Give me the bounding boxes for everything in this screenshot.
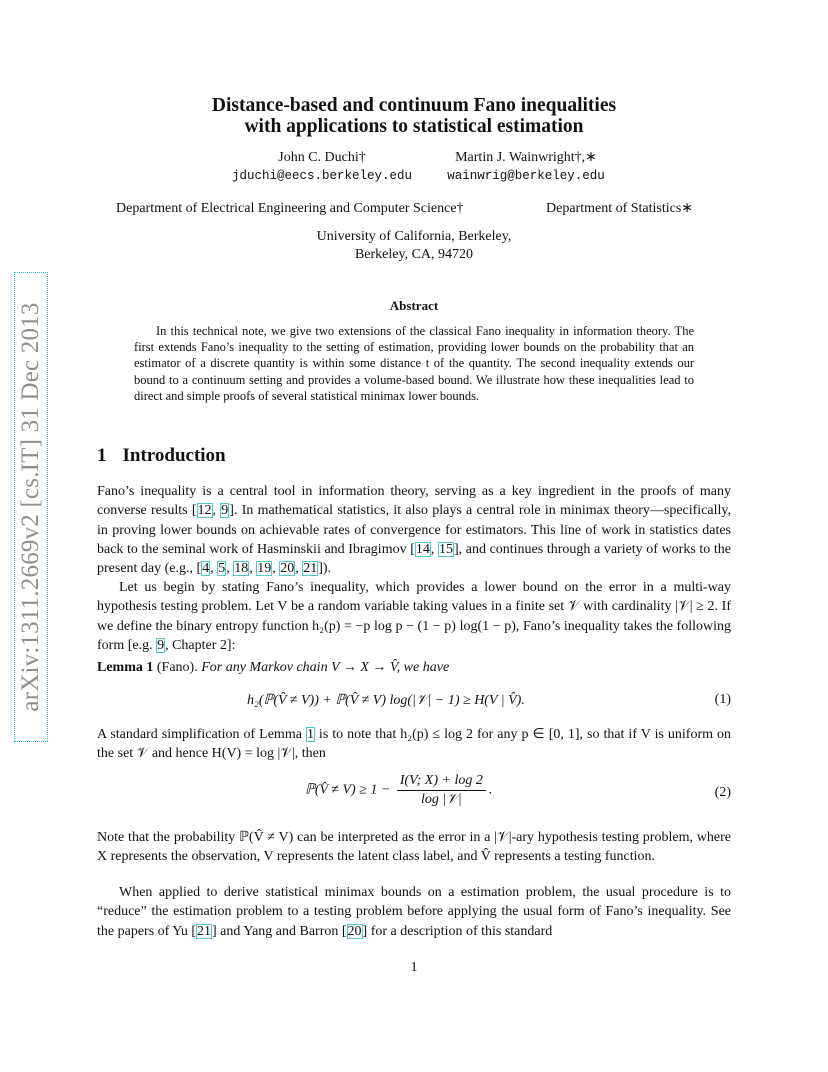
text: ]. In mathematical statistics, it also plays a central role in minimax theory—specifically, in proving lower bounds on achievable rates of convergence for estimators. This line of work in statistics dates back to the seminal work of Hasminskii and Ibragimov [ xyxy=(97,503,731,557)
affiliation-eecs: Department of Electrical Engineering and Computer Science† xyxy=(116,201,464,216)
citation-link[interactable]: 18 xyxy=(234,561,249,577)
abstract-heading: Abstract xyxy=(389,298,439,313)
title-line-1: Distance-based and continuum Fano inequalities xyxy=(211,95,617,116)
university: University of California, Berkeley, xyxy=(316,229,512,244)
abstract-body: In this technical note, we give two extensions of the classical Fano inequality in information theory. The first extends Fano’s inequality to the setting of estimation, providing lower bounds on the probability that an estimator of a discrete quantity is within some distance t of the quantity. The second inequality extends our bound to a continuum setting and provides a volume-based bound. We illustrate how these inequalities lead to direct and simple proofs of several statistical minimax lower bounds. xyxy=(134,324,694,403)
section-heading xyxy=(97,445,226,467)
lemma-1 xyxy=(97,658,731,677)
equation-end: . xyxy=(488,782,493,798)
author-wainwright xyxy=(428,149,624,185)
citation-link[interactable]: 20 xyxy=(280,561,295,577)
paragraph-4 xyxy=(97,828,731,867)
citation-link[interactable]: 12 xyxy=(197,503,212,519)
author-name: Martin J. Wainwright†,∗ xyxy=(455,150,597,165)
citation-link[interactable]: 5 xyxy=(218,561,226,577)
citation-link[interactable]: 4 xyxy=(202,561,210,577)
fraction xyxy=(397,772,486,809)
citation-link[interactable]: 15 xyxy=(438,541,453,557)
text: , xyxy=(212,503,221,519)
lemma-name: (Fano). xyxy=(156,660,198,675)
text: Let us begin by stating Fano’s inequality, which provides a lower bound on the error in a multi-way hypothesis testing problem. Let V be a random variable taking values in a finite set 𝒱 with cardinality |𝒱| ≥ 2. If we define the binary entropy function h₂(p) = −p log p − (1 − p) log(1 − p), Fano’s inequality takes the following form [e.g. xyxy=(97,580,731,653)
equation-tag: (1) xyxy=(714,692,731,707)
citation-link[interactable]: 21 xyxy=(197,923,212,939)
city: Berkeley, CA, 94720 xyxy=(354,247,474,262)
fraction-numerator: I(V; X) + log 2 xyxy=(397,772,486,791)
citation-link[interactable]: 9 xyxy=(157,637,165,653)
arxiv-id[interactable]: arXiv:1311.2669v2 [cs.IT] 31 Dec 2013 xyxy=(14,272,48,742)
paragraph-5 xyxy=(97,883,731,941)
text: ] and Yang and Barron [ xyxy=(212,923,347,939)
equation-expression xyxy=(305,772,492,809)
citation-link[interactable]: 20 xyxy=(347,923,362,939)
section-title: Introduction xyxy=(122,445,226,466)
equation-1 xyxy=(97,692,731,714)
page-number: 1 xyxy=(410,960,418,975)
text: , Chapter 2]: xyxy=(165,637,236,653)
citation-link[interactable]: 19 xyxy=(257,561,272,577)
citation-link[interactable]: 1 xyxy=(306,727,314,742)
equation-2 xyxy=(97,772,731,816)
author-email[interactable]: wainwrig@berkeley.edu xyxy=(447,169,605,183)
equation-lhs: ℙ(V̂ ≠ V) ≥ 1 − xyxy=(305,782,391,798)
author-name: John C. Duchi† xyxy=(278,150,366,165)
paragraph-3 xyxy=(97,725,731,764)
text: is to note that h₂(p) ≤ log 2 for any p ∈ [0, 1], so that if V is uniform on the set 𝒱 and hence H(V) = log |𝒱|, then xyxy=(97,727,732,762)
paragraph-text: Note that the probability ℙ(V̂ ≠ V) can be interpreted as the error in a |𝒱|-ary hypothesis testing problem, where X represents the observation, V represents the latent class label, and V̂ represents a testing function. xyxy=(97,830,731,865)
paper-title xyxy=(120,95,708,137)
text: When applied to derive statistical minimax bounds on a estimation problem, the usual procedure is to “reduce” the estimation problem to a testing problem before applying the usual form of Fano’s inequality. See the papers of Yu [ xyxy=(97,885,731,939)
citation-link[interactable]: 9 xyxy=(221,503,229,519)
equation-expression: h₂(ℙ(V̂ ≠ V)) + ℙ(V̂ ≠ V) log(|𝒱| − 1) ≥ H(V | V̂). xyxy=(247,693,525,708)
author-duchi xyxy=(222,149,422,185)
paragraph-2 xyxy=(97,578,731,655)
paragraph-text xyxy=(97,578,731,655)
author-email[interactable]: jduchi@eecs.berkeley.edu xyxy=(231,169,413,183)
lemma-label: Lemma 1 xyxy=(97,660,154,675)
abstract-text xyxy=(134,323,694,404)
text: A standard simplification of Lemma xyxy=(97,727,306,742)
citation-link[interactable]: 14 xyxy=(415,541,430,557)
text: Fano’s inequality is a central tool in information theory, serving as a key ingredient in the proofs of many converse results [ xyxy=(97,484,731,519)
text: ], and continues through a variety of works to the present day (e.g., [ xyxy=(97,541,731,577)
title-line-2: with applications to statistical estimation xyxy=(244,116,584,137)
text: , xyxy=(430,541,438,557)
paragraph-1: Fano’s inequality is a central tool in information theory, serving as a key ingredient in the proofs of many converse results [12, 9]. In mathematical statistics, it also plays a central role in minimax theory—specifically, in proving lower bounds on achievable rates of convergence for estimators. This line of work in statistics dates back to the seminal work of Hasminskii and Ibragimov [14, 15], and continues through a variety of works to the present day (e.g., [4, 5, 18, 19, 20, 21]). xyxy=(97,484,731,577)
paragraph-text xyxy=(97,883,731,941)
lemma-statement: For any Markov chain V → X → V̂, we have xyxy=(201,660,450,675)
citation-link[interactable]: 21 xyxy=(303,561,318,577)
fraction-denominator: log |𝒱| xyxy=(420,792,462,807)
affiliation-statistics: Department of Statistics∗ xyxy=(546,201,694,216)
arxiv-stamp xyxy=(14,272,48,742)
text: ] for a description of this standard xyxy=(362,923,553,939)
section-number: 1 xyxy=(97,445,107,466)
equation-tag: (2) xyxy=(714,785,731,800)
text: ]). xyxy=(318,561,332,577)
